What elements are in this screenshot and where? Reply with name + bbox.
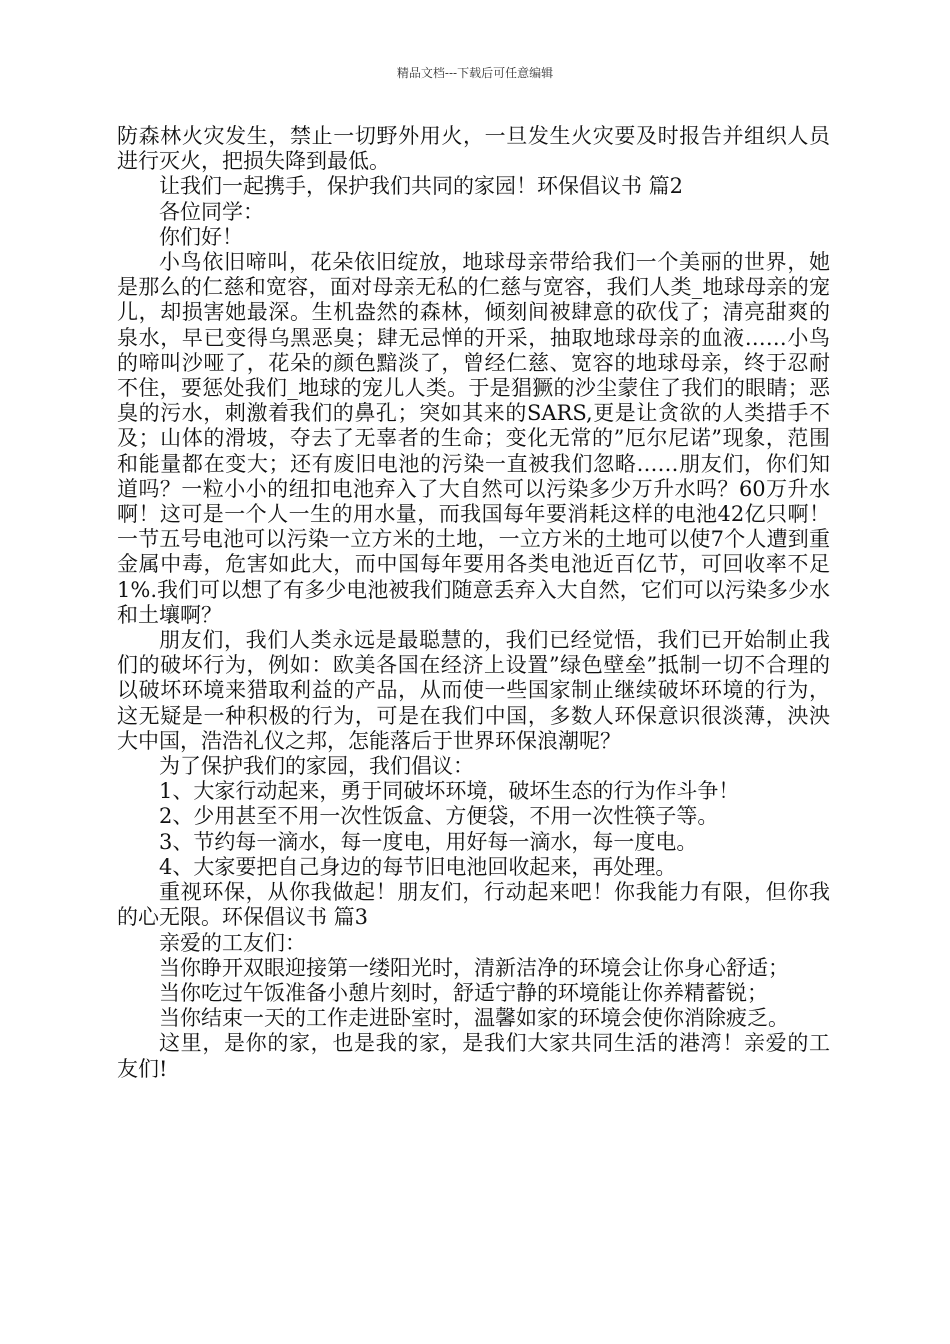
- greeting: 你们好！: [159, 224, 243, 249]
- paragraph: 这里，是你的家，也是我的家，是我们大家共同生活的港湾！亲爱的工友们!: [117, 1031, 830, 1081]
- document-body: [117, 124, 830, 1082]
- paragraph: 防森林火灾发生，禁止一切野外用火，一旦发生火灾要及时报告并组织人员进行灭火，把损失降到最低。: [117, 124, 830, 174]
- list-item: 3、节约每一滴水，每一度电，用好每一滴水，每一度电。: [159, 829, 698, 854]
- paragraph: 当你结束一天的工作走进卧室时，温馨如家的环境会使你消除疲乏。: [159, 1006, 789, 1031]
- list-item: 2、少用甚至不用一次性饭盒、方便袋，不用一次性筷子等。: [159, 804, 719, 829]
- paragraph: 重视环保，从你我做起！朋友们，行动起来吧！你我能力有限，但你我的心无限。环保倡议书 篇3: [117, 880, 830, 930]
- salutation: 亲爱的工友们：: [159, 930, 306, 955]
- paragraph: 让我们一起携手，保护我们共同的家园！环保倡议书 篇2: [159, 174, 684, 199]
- paragraph: 当你吃过午饭准备小憩片刻时，舒适宁静的环境能让你养精蓄锐；: [159, 980, 768, 1005]
- paragraph: 为了保护我们的家园，我们倡议：: [159, 754, 474, 779]
- page-header: 精品文档---下载后可任意编辑: [396, 66, 554, 80]
- salutation: 各位同学：: [159, 199, 264, 224]
- paragraph: 小鸟依旧啼叫，花朵依旧绽放，地球母亲带给我们一个美丽的世界，她是那么的仁慈和宽容，面对母亲无私的仁慈与宽容，我们人类_地球母亲的宠儿，却损害她最深。生机盎然的森林，倾刻间被肆意的砍伐了；清亮甜爽的泉水，早已变得乌黑恶臭；肆无忌惮的开采，抽取地球母亲的血液……小鸟的啼叫沙哑了，花朵的颜色黯淡了，曾经仁慈、宽容的地球母亲，终于忍耐不住，要惩处我们_地球的宠儿人类。于是猖獗的沙尘蒙住了我们的眼睛；恶臭的污水，刺激着我们的鼻孔；突如其来的SARS,更是让贪欲的人类措手不及；山体的滑坡，夺去了无辜者的生命；变化无常的”厄尔尼诺”现象，范围和能量都在变大；还有废旧电池的污染一直被我们忽略……朋友们，你们知道吗？一粒小小的纽扣电池弃入了大自然可以污染多少万升水吗？60万升水啊！这可是一个人一生的用水量，而我国每年要消耗这样的电池42亿只啊！一节五号电池可以污染一立方米的土地，一立方米的土地可以使7个人遭到重金属中毒，危害如此大，而中国每年要用各类电池近百亿节，可回收率不足1%.我们可以想了有多少电池被我们随意丢弃入大自然，它们可以污染多少水和土壤啊？: [117, 250, 830, 627]
- list-item: 1、大家行动起来，勇于同破坏环境，破坏生态的行为作斗争！: [159, 779, 740, 804]
- paragraph: 当你睁开双眼迎接第一缕阳光时，清新洁净的环境会让你身心舒适；: [159, 955, 789, 980]
- list-item: 4、大家要把自己身边的每节旧电池回收起来，再处理。: [159, 854, 677, 879]
- paragraph: 朋友们，我们人类永远是最聪慧的，我们已经觉悟，我们已开始制止我们的破坏行为，例如：欧美各国在经济上设置”绿色壁垒”抵制一切不合理的以破坏环境来猎取利益的产品，从而使一些国家制止继续破坏环境的行为，这无疑是一种积极的行为，可是在我们中国，多数人环保意识很淡薄，泱泱大中国，浩浩礼仪之邦，怎能落后于世界环保浪潮呢？: [117, 628, 830, 753]
